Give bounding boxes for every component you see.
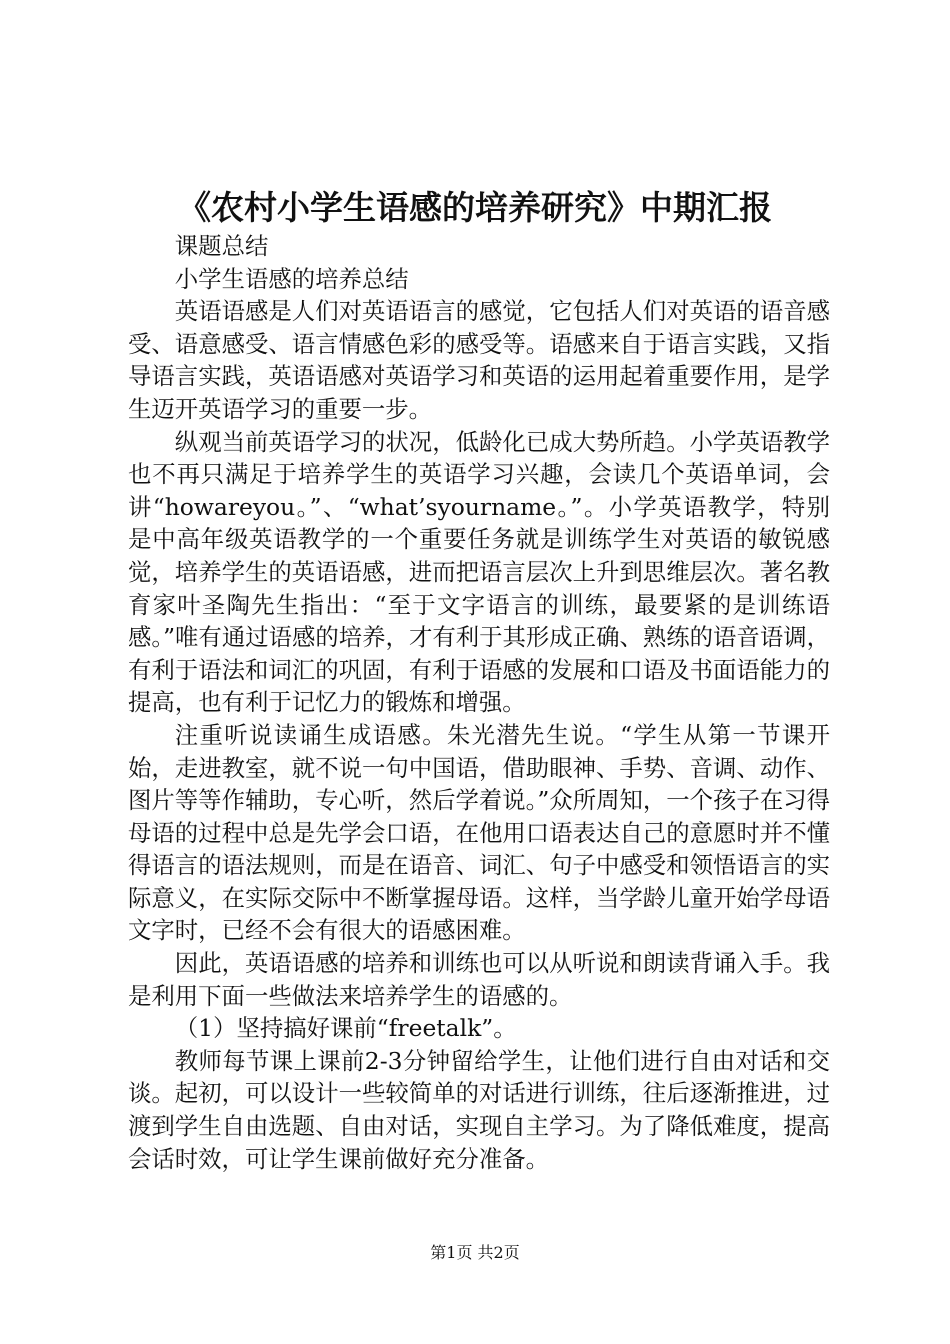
paragraph: 教师每节课上课前2-3分钟留给学生，让他们进行自由对话和交谈。起初，可以设计一些较简单的对话进行训练，往后逐渐推进，过渡到学生自由选题、自由对话，实现自主学习。为了降低难度，提高会话时效，可让学生课前做好充分准备。 (128, 1046, 830, 1173)
paragraph: 英语语感是人们对英语语言的感觉，它包括人们对英语的语音感受、语意感受、语言情感色彩的感受等。语感来自于语言实践，又指导语言实践，英语语感对英语学习和英语的运用起着重要作用，是学生迈开英语学习的重要一步。 (128, 297, 830, 423)
paragraph: 因此，英语语感的培养和训练也可以从听说和朗读背诵入手。我是利用下面一些做法来培养学生的语感的。 (128, 949, 830, 1010)
document-title: 《农村小学生语感的培养研究》中期汇报 (178, 188, 772, 227)
page-footer: 第1页 共2页 (430, 1243, 520, 1262)
paragraph: 纵观当前英语学习的状况，低龄化已成大势所趋。小学英语教学也不再只满足于培养学生的英语学习兴趣，会读几个英语单词，会讲“howareyou。”、“what’syourname。”。小学英语教学，特别是中高年级英语教学的一个重要任务就是训练学生对英语的敏锐感觉，培养学生的英语语感，进而把语言层次上升到思维层次。著名教育家叶圣陶先生指出：“至于文字语言的训练，最要紧的是训练语感。”唯有通过语感的培养，才有利于其形成正确、熟练的语音语调，有利于语法和词汇的巩固，有利于语感的发展和口语及书面语能力的提高，也有利于记忆力的锻炼和增强。 (128, 427, 830, 717)
paragraph-heading-1: 课题总结 (174, 232, 269, 260)
paragraph-heading-2: 小学生语感的培养总结 (174, 264, 409, 293)
document-body (128, 230, 830, 1175)
paragraph-list-item: （1）坚持搞好课前“freetalk”。 (174, 1014, 517, 1043)
paragraph: 注重听说读诵生成语感。朱光潜先生说。“学生从第一节课开始，走进教室，就不说一句中国语，借助眼神、手势、音调、动作、图片等等作辅助，专心听，然后学着说。”众所周知，一个孩子在习得母语的过程中总是先学会口语，在他用口语表达自己的意愿时并不懂得语言的语法规则，而是在语音、词汇、句子中感受和领悟语言的实际意义，在实际交际中不断掌握母语。这样，当学龄儿童开始学母语文字时，已经不会有很大的语感困难。 (128, 720, 830, 945)
